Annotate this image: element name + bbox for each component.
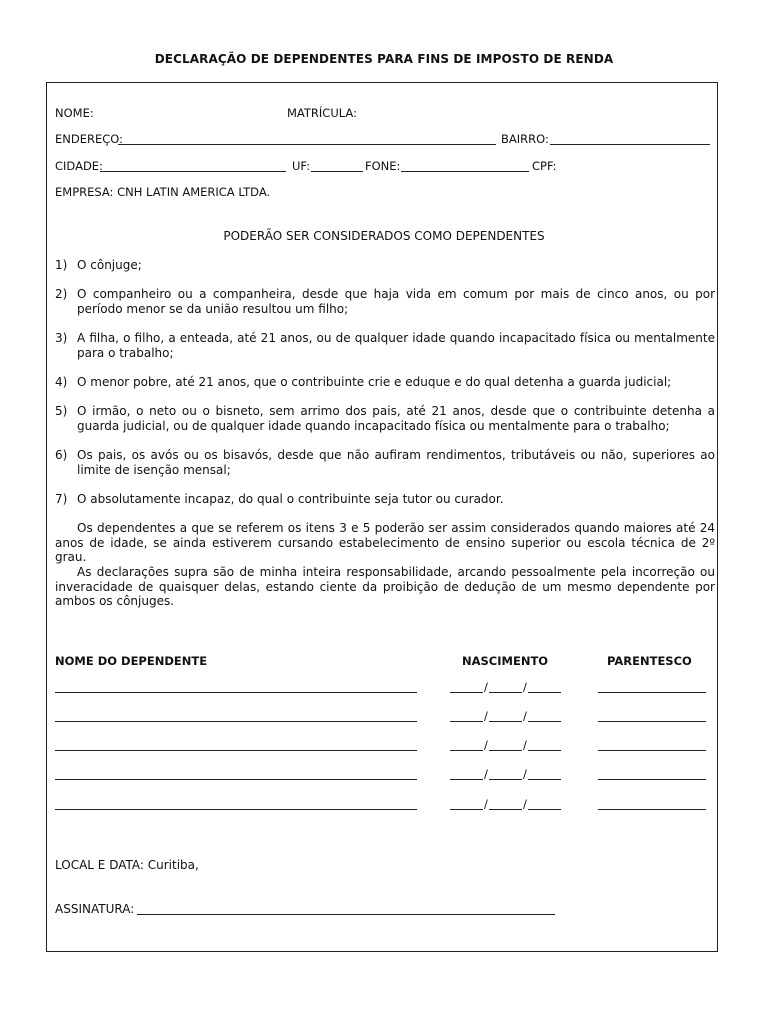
item-text: O absolutamente incapaz, do qual o contribuinte seja tutor ou curador. <box>77 492 504 506</box>
birth-year-field[interactable] <box>528 809 561 810</box>
table-row <box>0 680 768 694</box>
dependent-name-field[interactable] <box>55 750 417 751</box>
endereco-label: ENDEREÇO: <box>55 132 124 146</box>
item-number: 2) <box>55 287 68 301</box>
list-item <box>55 331 715 360</box>
birth-month-field[interactable] <box>489 692 522 693</box>
date-separator: / <box>484 767 488 781</box>
birth-day-field[interactable] <box>450 779 483 780</box>
list-item <box>55 287 715 316</box>
date-separator: / <box>484 709 488 723</box>
dependent-name-field[interactable] <box>55 692 417 693</box>
birth-month-field[interactable] <box>489 750 522 751</box>
list-item <box>55 258 715 273</box>
birth-month-field[interactable] <box>489 809 522 810</box>
item-number: 7) <box>55 492 68 506</box>
signature-field[interactable] <box>137 914 555 915</box>
item-text: A filha, o filho, a enteada, até 21 anos, ou de qualquer idade quando incapacitado física ou mentalmente para o trabalho; <box>77 331 715 360</box>
col-header-nome: NOME DO DEPENDENTE <box>55 654 208 668</box>
col-header-parentesco: PARENTESCO <box>607 654 692 668</box>
col-header-nascimento: NASCIMENTO <box>462 654 549 668</box>
list-item <box>55 404 715 433</box>
item-number: 1) <box>55 258 68 272</box>
parentesco-field[interactable] <box>598 779 706 780</box>
dependents-heading: PODERÃO SER CONSIDERADOS COMO DEPENDENTES <box>223 229 545 243</box>
nome-label: NOME: <box>55 106 94 120</box>
parentesco-field[interactable] <box>598 809 706 810</box>
birth-day-field[interactable] <box>450 809 483 810</box>
date-separator: / <box>523 767 527 781</box>
birth-year-field[interactable] <box>528 779 561 780</box>
dependent-name-field[interactable] <box>55 809 417 810</box>
birth-year-field[interactable] <box>528 721 561 722</box>
date-separator: / <box>523 680 527 694</box>
cidade-field[interactable] <box>100 171 286 172</box>
item-text: O cônjuge; <box>77 258 142 272</box>
parentesco-field[interactable] <box>598 721 706 722</box>
form-frame <box>46 82 718 952</box>
dependent-name-field[interactable] <box>55 721 417 722</box>
parentesco-field[interactable] <box>598 692 706 693</box>
matricula-label: MATRÍCULA: <box>287 106 357 120</box>
table-row <box>0 709 768 723</box>
cidade-label: CIDADE: <box>55 159 103 173</box>
list-item <box>55 492 715 507</box>
table-row <box>0 797 768 811</box>
local-data-label: LOCAL E DATA: Curitiba, <box>55 858 199 872</box>
cpf-label: CPF: <box>532 159 557 173</box>
birth-day-field[interactable] <box>450 750 483 751</box>
birth-month-field[interactable] <box>489 721 522 722</box>
date-separator: / <box>484 797 488 811</box>
date-separator: / <box>484 680 488 694</box>
item-number: 3) <box>55 331 68 345</box>
item-number: 4) <box>55 375 68 389</box>
uf-field[interactable] <box>311 171 363 172</box>
dependent-name-field[interactable] <box>55 779 417 780</box>
assinatura-label: ASSINATURA: <box>55 902 135 916</box>
date-separator: / <box>523 797 527 811</box>
list-item <box>55 375 715 390</box>
paragraph-responsibility: As declarações supra são de minha inteira responsabilidade, arcando pessoalmente pela incorreção ou inveracidade de quaisquer delas, estando ciente da proibição de dedução de um mesmo dependente por ambos os cônjuges. <box>55 565 715 608</box>
document-title: DECLARAÇÃO DE DEPENDENTES PARA FINS DE IMPOSTO DE RENDA <box>154 52 614 66</box>
fone-field[interactable] <box>401 171 529 172</box>
birth-year-field[interactable] <box>528 692 561 693</box>
date-separator: / <box>523 738 527 752</box>
item-text: O companheiro ou a companheira, desde que haja vida em comum por mais de cinco anos, ou por período menor se da união resultou um filho; <box>77 287 715 316</box>
item-text: Os pais, os avós ou os bisavós, desde que não aufiram rendimentos, tributáveis ou não, superiores ao limite de isenção mensal; <box>77 448 715 477</box>
table-row <box>0 767 768 781</box>
date-separator: / <box>484 738 488 752</box>
bairro-label: BAIRRO: <box>501 132 549 146</box>
endereco-field[interactable] <box>118 144 496 145</box>
birth-day-field[interactable] <box>450 721 483 722</box>
bairro-field[interactable] <box>550 144 710 145</box>
birth-month-field[interactable] <box>489 779 522 780</box>
item-text: O menor pobre, até 21 anos, que o contribuinte crie e eduque e do qual detenha a guarda judicial; <box>77 375 672 389</box>
fone-label: FONE: <box>365 159 401 173</box>
date-separator: / <box>523 709 527 723</box>
item-text: O irmão, o neto ou o bisneto, sem arrimo dos pais, até 21 anos, desde que o contribuinte detenha a guarda judicial, ou de qualquer idade quando incapacitado física ou mentalmente para o trabalho; <box>77 404 715 433</box>
birth-day-field[interactable] <box>450 692 483 693</box>
empresa-label: EMPRESA: CNH LATIN AMERICA LTDA. <box>55 185 271 199</box>
table-row <box>0 738 768 752</box>
item-number: 5) <box>55 404 68 418</box>
item-number: 6) <box>55 448 68 462</box>
birth-year-field[interactable] <box>528 750 561 751</box>
parentesco-field[interactable] <box>598 750 706 751</box>
list-item <box>55 448 715 477</box>
paragraph-age-rule: Os dependentes a que se referem os itens 3 e 5 poderão ser assim considerados quando maiores até 24 anos de idade, se ainda estiverem cursando estabelecimento de ensino superior ou escola técnica de 2º grau. <box>55 521 715 564</box>
uf-label: UF: <box>292 159 311 173</box>
